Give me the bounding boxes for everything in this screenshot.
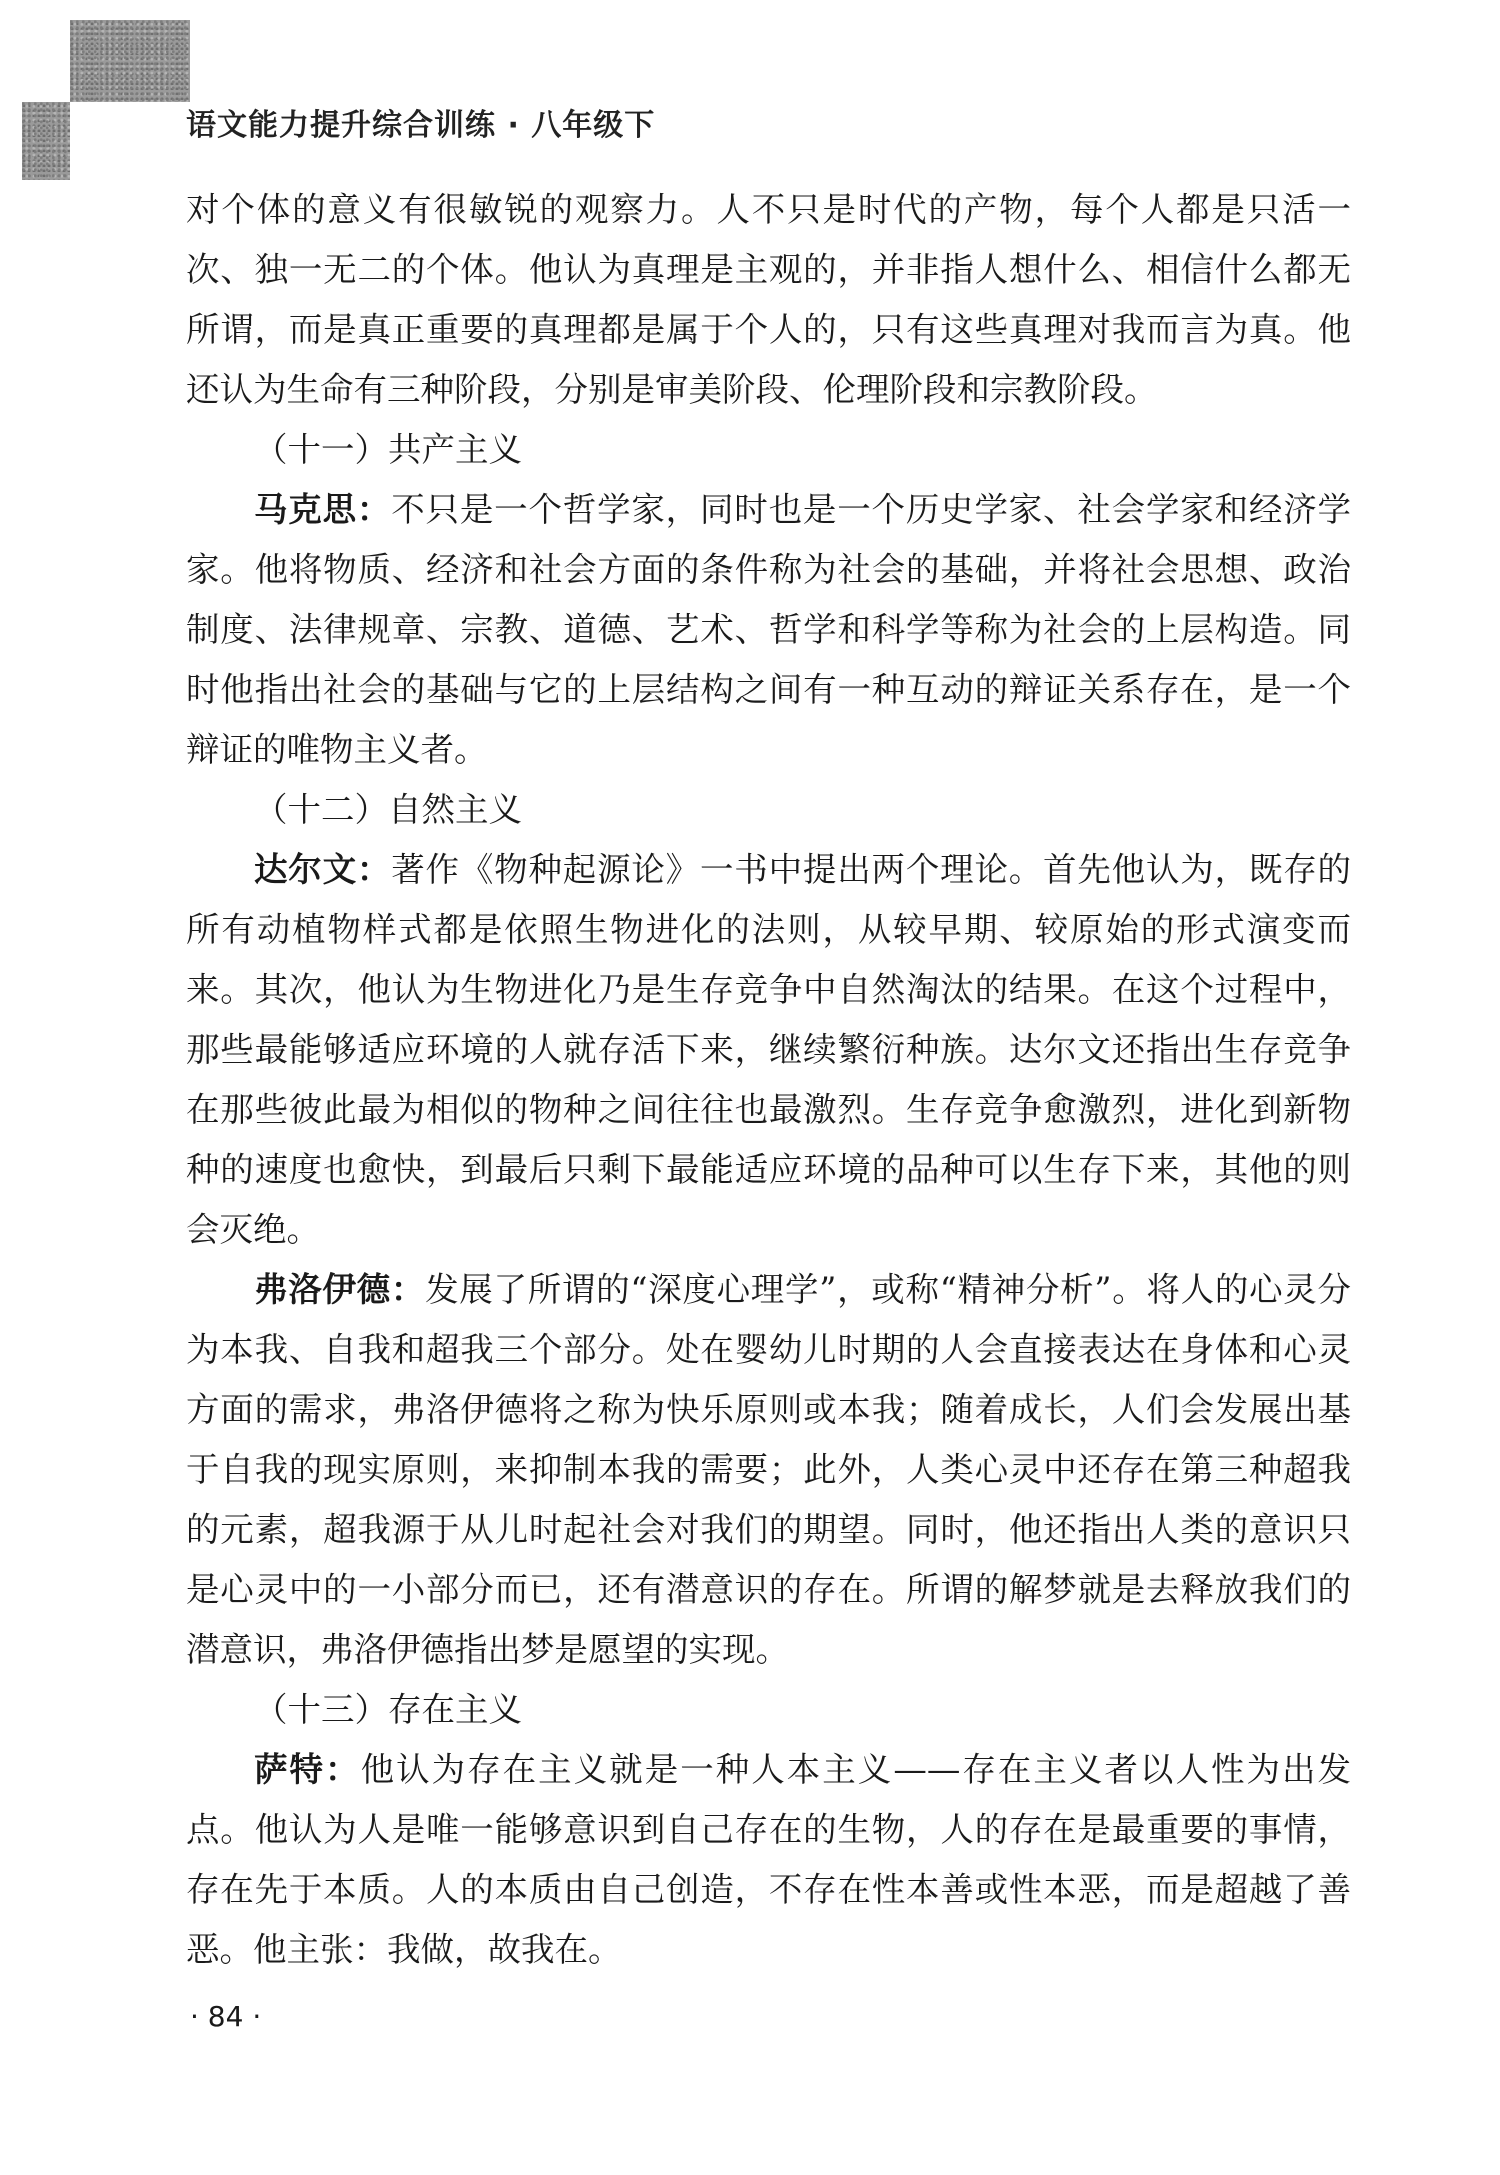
paragraph-marx [186,480,1351,780]
paragraph-sartre [186,1740,1351,1980]
corner-decoration-left [22,102,70,180]
person-name: 马克思： [254,490,392,529]
corner-decoration-top [70,20,190,102]
page-body [186,180,1351,1980]
section-heading-naturalism: （十二）自然主义 [254,790,522,829]
paragraph-continuation: 对个体的意义有很敏锐的观察力。人不只是时代的产物，每个人都是只活一次、独一无二的个体。他认为真理是主观的，并非指人想什么、相信什么都无所谓，而是真正重要的真理都是属于个人的，只有这些真理对我而言为真。他还认为生命有三种阶段，分别是审美阶段、伦理阶段和宗教阶段。 [186,190,1351,409]
person-name: 达尔文： [254,850,392,889]
page-number: · 84 · [190,2000,262,2033]
paragraph-text: 不只是一个哲学家，同时也是一个历史学家、社会学家和经济学家。他将物质、经济和社会方面的条件称为社会的基础，并将社会思想、政治制度、法律规章、宗教、道德、艺术、哲学和科学等称为社会的上层构造。同时他指出社会的基础与它的上层结构之间有一种互动的辩证关系存在，是一个辩证的唯物主义者。 [186,490,1352,769]
section-heading-communism: （十一）共产主义 [254,430,522,469]
paragraph-text: 他认为存在主义就是一种人本主义——存在主义者以人性为出发点。他认为人是唯一能够意识到自己存在的生物，人的存在是最重要的事情，存在先于本质。人的本质由自己创造，不存在性本善或性本恶，而是超越了善恶。他主张：我做，故我在。 [186,1750,1352,1969]
paragraph-freud [186,1260,1351,1680]
section-heading-existentialism: （十三）存在主义 [254,1690,522,1729]
person-name: 弗洛伊德： [254,1270,426,1309]
paragraph-text: 著作《物种起源论》一书中提出两个理论。首先他认为，既存的所有动植物样式都是依照生物进化的法则，从较早期、较原始的形式演变而来。其次，他认为生物进化乃是生存竞争中自然淘汰的结果。在这个过程中，那些最能够适应环境的人就存活下来，继续繁衍种族。达尔文还指出生存竞争在那些彼此最为相似的物种之间往往也最激烈。生存竞争愈激烈，进化到新物种的速度也愈快，到最后只剩下最能适应环境的品种可以生存下来，其他的则会灭绝。 [186,850,1352,1249]
paragraph-text: 发展了所谓的“深度心理学”，或称“精神分析”。将人的心灵分为本我、自我和超我三个部分。处在婴幼儿时期的人会直接表达在身体和心灵方面的需求，弗洛伊德将之称为快乐原则或本我；随着成长，人们会发展出基于自我的现实原则，来抑制本我的需要；此外，人类心灵中还存在第三种超我的元素，超我源于从儿时起社会对我们的期望。同时，他还指出人类的意识只是心灵中的一小部分而已，还有潜意识的存在。所谓的解梦就是去释放我们的潜意识，弗洛伊德指出梦是愿望的实现。 [186,1270,1351,1669]
paragraph-darwin [186,840,1351,1260]
person-name: 萨特： [254,1750,361,1789]
running-header: 语文能力提升综合训练 · 八年级下 [186,108,656,143]
